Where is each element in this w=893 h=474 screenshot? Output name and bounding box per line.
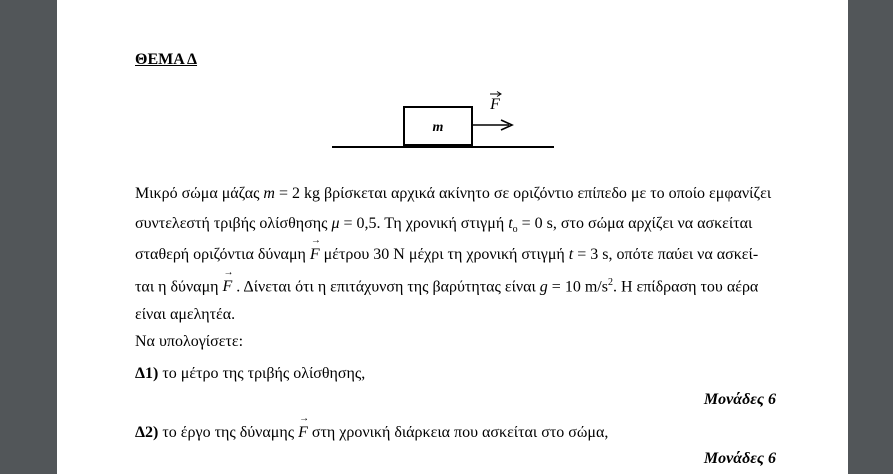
force-label: F <box>490 96 500 113</box>
paragraph-line-4: ται η δύναμη → F . Δίνεται ότι η επιτάχυνση της βαρύτητας είναι g = 10 $m/s^2$. Η επίδραση του αέρα <box>135 277 758 296</box>
paragraph-line-3: σταθερή οριζόντια δύναμη → F μέτρου 30 N μέχρι τη χρονική στιγμή t = 3 s, οπότε παύει να ασκεί- <box>135 246 758 264</box>
force-vector-symbol: → F <box>298 424 308 442</box>
question-d2: Δ2) το έργο της δύναμης → F στη χρονική διάρκεια που ασκείται στο σώμα, <box>135 424 608 442</box>
prompt-line: Να υπολογίσετε: <box>135 333 244 350</box>
paragraph-line-5: είναι αμελητέα. <box>135 306 236 323</box>
document-page <box>57 0 848 474</box>
block-force-diagram <box>57 0 848 160</box>
paragraph-line-2: συντελεστή τριβής ολίσθησης μ = 0,5. Τη χρονική στιγμή $t_o = 0$ s, στο σώμα αρχίζει να ασκείται <box>135 215 753 236</box>
section-title: ΘΕΜΑ Δ <box>135 51 198 68</box>
points-d1: Μονάδες 6 <box>703 391 776 408</box>
force-vector-symbol: → F <box>223 278 233 296</box>
points-d2: Μονάδες 6 <box>703 450 776 467</box>
force-vector-symbol: → F <box>310 246 320 264</box>
block-label: m <box>432 120 444 135</box>
question-d1: Δ1) το μέτρο της τριβής ολίσθησης, <box>135 365 366 382</box>
paragraph-line-1: Μικρό σώμα μάζας m = 2 kg βρίσκεται αρχικά ακίνητο σε οριζόντιο επίπεδο με το οποίο εμφανίζει <box>135 185 772 202</box>
